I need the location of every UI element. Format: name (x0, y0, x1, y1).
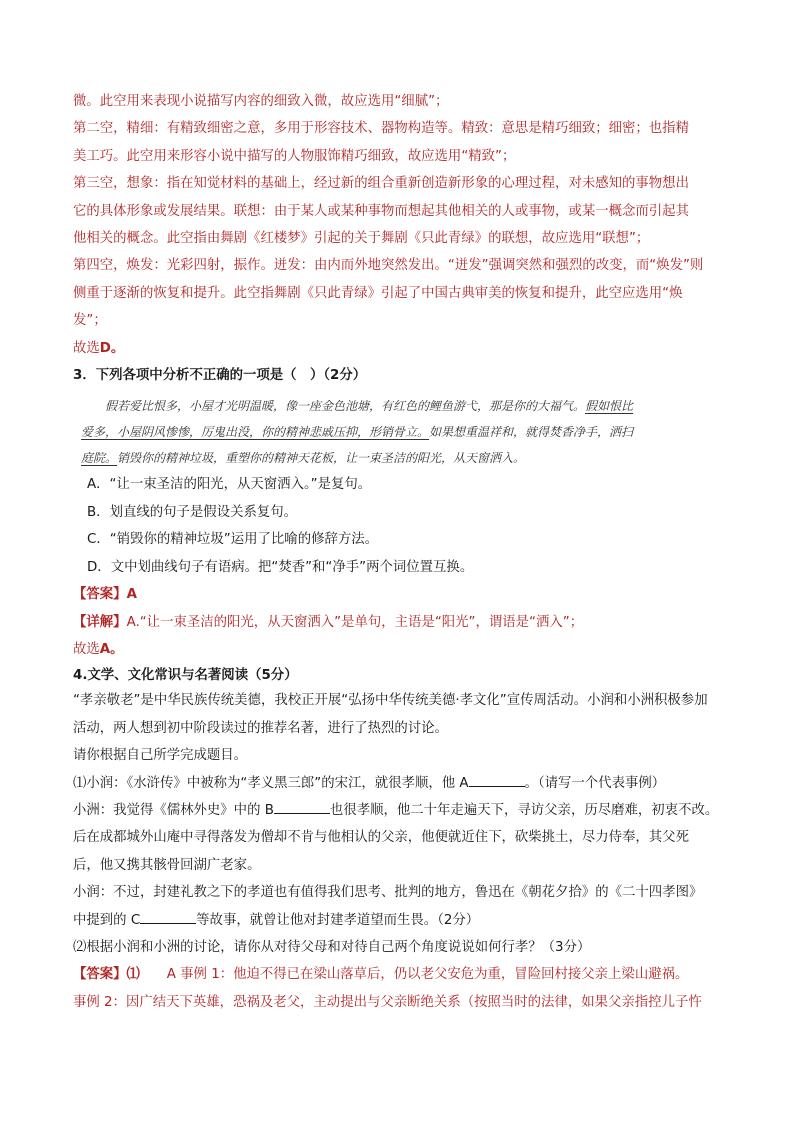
question-4-part-3: 小润：不过，封建礼教之下的孝道也有值得我们思考、批判的地方，鲁迅在《朝花夕拾》的《二十四孝图》 (73, 885, 703, 901)
analysis-line: 侧重于逐渐的恢复和提升。此空指舞剧《只此青绿》引起了中国古典审美的恢复和提升，此空应选用“焕 (73, 285, 683, 301)
question-4-title: 4.文学、文化常识与名著阅读（5分） (73, 668, 298, 684)
question-4-intro: 活动，两人想到初中阶段读过的推荐名著，进行了热烈的讨论。 (73, 720, 448, 736)
option-d: D．文中划曲线句子有语病。把“焚香”和“净手”两个词位置互换。 (87, 559, 474, 575)
question-4-answer: 【答案】⑴ A 事例 1：他迫不得已在梁山落草后，仍以老父安危为重，冒险回村接父亲上梁山避祸。 (73, 967, 689, 983)
question-3-final: 故选A。 (73, 641, 124, 657)
question-4-part-1: ⑴小润：《水浒传》中被称为“孝义黑三郎”的宋江，就很孝顺，他 A 。（请写一个代表事例） (73, 775, 666, 791)
question-4-instruction: 请你根据自己所学完成题目。 (73, 748, 248, 764)
underlined-sentence: 爱多，小屋阴风惨惨，厉鬼出没，你的精神悲戚压抑，形销骨立。 (81, 425, 430, 440)
underlined-sentence: 假如恨比 (585, 399, 634, 414)
question-3-answer: 【答案】A (73, 587, 137, 603)
option-b: B．划直线的句子是假设关系复句。 (87, 504, 298, 520)
analysis-answer: 故选D。 (73, 340, 125, 356)
question-4-part-4: ⑵根据小润和小洲的讨论，请你从对待父母和对待自己两个角度说说如何行孝？（3分） (73, 939, 591, 955)
analysis-line: 他相关的概念。此空指由舞剧《红楼梦》引起的关于舞剧《只此青绿》的联想，故应选用“联想”； (73, 231, 650, 247)
analysis-line: 发”； (73, 313, 107, 329)
analysis-line: 美工巧。此空用来形容小说中描写的人物服饰精巧细致，故应选用“精致”； (73, 148, 516, 164)
question-4-part-3-cont: 中提到的 C 等故事，就曾让他对封建孝道望而生畏。（2分） (73, 912, 480, 928)
question-4-intro: “孝亲敬老”是中华民族传统美德，我校正开展“弘扬中华传统美德·孝文化”宣传周活动。小润和小洲积极参加 (73, 693, 708, 709)
question-4-part-2-cont: 后，他又携其骸骨回湖广老家。 (73, 857, 261, 873)
blank-b[interactable] (274, 801, 330, 814)
option-c: C．“销毁你的精神垃圾”运用了比喻的修辞方法。 (87, 532, 379, 548)
document-page (73, 88, 723, 1016)
question-3-passage: 假若爱比恨多，小屋才光明温暖，像一座金色池塘，有红色的鲤鱼游弋，那是你的大福气。假如恨比 爱多，小屋阴风惨惨，厉鬼出没，你的精神悲戚压抑，形销骨立。如果想重温祥和，就得焚香净手，洒扫 庭院。销毁你的精神垃圾，重塑你的精神天花板，让一束圣洁的阳光，从天窗洒入。 (81, 399, 634, 466)
question-4-part-2-cont: 后在成都城外山庵中寻得落发为僧却不肯与他相认的父亲，他便就近住下，砍柴挑土，尽力侍奉，其父死 (73, 830, 689, 846)
option-a: A．“让一束圣洁的阳光，从天窗洒入。”是复句。 (87, 477, 372, 493)
question-4-part-2: 小洲：我觉得《儒林外史》中的 B 也很孝顺，他二十年走遍天下，寻访父亲，历尽磨难，初衷不改。 (73, 802, 719, 818)
question-3-title: 3．下列各项中分析不正确的一项是（ ）（2分） (73, 368, 367, 384)
analysis-line: 第二空，精细：有精致细密之意，多用于形容技术、器物构造等。精致：意思是精巧细致；细密；也指精 (73, 121, 689, 137)
analysis-line: 它的具体形象或发展结果。联想：由于某人或某种事物而想起其他相关的人或事物，或某一概念而引起其 (73, 203, 689, 219)
blank-c[interactable] (140, 911, 196, 924)
blank-a[interactable] (469, 774, 525, 787)
analysis-line: 第四空，焕发：光彩四射，振作。迸发：由内而外地突然发出。“迸发”强调突然和强烈的改变，而“焕发”则 (73, 258, 704, 274)
analysis-line: 第三空，想象：指在知觉材料的基础上，经过新的组合重新创造新形象的心理过程，对未感知的事物想出 (73, 176, 689, 192)
question-3-detail: 【详解】A.“让一束圣洁的阳光，从天窗洒入”是单句，主语是“阳光”，谓语是“洒入”； (73, 614, 584, 630)
question-4-answer-cont: 事例 2：因广结天下英雄，恐祸及老父，主动提出与父亲断绝关系（按照当时的法律，如果父亲指控儿子忤 (73, 994, 702, 1010)
underlined-sentence: 庭院。 (81, 451, 118, 466)
analysis-line: 微。此空用来表现小说描写内容的细致入微，故应选用“细腻”； (73, 94, 449, 109)
